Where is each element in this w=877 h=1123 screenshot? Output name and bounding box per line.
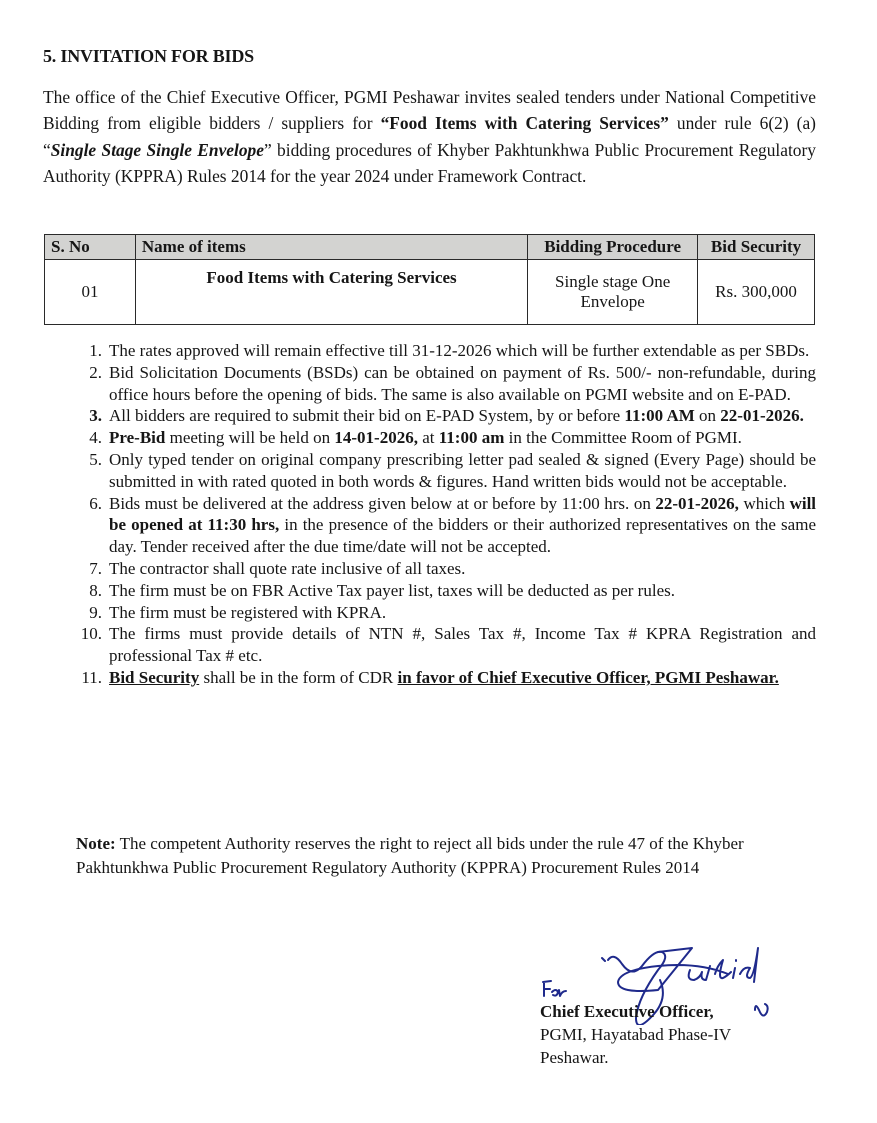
intro-item-name: “Food Items with Catering Services” bbox=[380, 113, 669, 134]
list-item bbox=[72, 493, 816, 558]
delivery-date: 22-01-2026, bbox=[655, 493, 739, 513]
item-text: The firms must provide details of NTN #, Sales Tax #, Income Tax # KPRA Registration and professional Tax # etc. bbox=[109, 624, 816, 666]
item-number: 7. bbox=[89, 558, 102, 578]
terms-list bbox=[72, 340, 816, 689]
item-text: Bid Solicitation Documents (BSDs) can be obtained on payment of Rs. 500/- non-refundable, during office hours before the opening of bids. The same is also available on PGMI website and on E-PAD. bbox=[109, 362, 816, 404]
item-number: 8. bbox=[89, 580, 102, 600]
item-text: The contractor shall quote rate inclusive of all taxes. bbox=[109, 558, 466, 578]
note-paragraph bbox=[76, 832, 816, 879]
intro-procedure: Single Stage Single Envelope bbox=[50, 139, 264, 160]
signature-block bbox=[540, 1000, 731, 1069]
list-item bbox=[72, 558, 816, 580]
item-text: The rates approved will remain effective till 31-12-2026 which will be further extendable as per SBDs. bbox=[109, 341, 810, 360]
item-text: All bidders are required to submit their bid on E-PAD System, by or before bbox=[109, 406, 625, 426]
item-text: meeting will be held on bbox=[165, 428, 335, 448]
item-number: 10. bbox=[80, 624, 102, 644]
signature-for-stroke bbox=[543, 981, 566, 996]
list-item bbox=[72, 362, 816, 406]
opening-time: will be opened at 11:30 hrs, bbox=[109, 493, 817, 535]
header-name: Name of items bbox=[135, 235, 527, 260]
header-procedure: Bidding Procedure bbox=[528, 235, 698, 260]
item-text: on bbox=[694, 406, 721, 426]
item-text: which bbox=[738, 493, 790, 513]
signatory-address-line2: Peshawar. bbox=[540, 1048, 609, 1067]
item-number: 11. bbox=[81, 667, 102, 687]
intro-text-2: under rule 6(2) (a) “ bbox=[43, 113, 816, 160]
list-item bbox=[72, 449, 816, 493]
list-item bbox=[72, 427, 816, 449]
item-number: 5. bbox=[89, 449, 102, 469]
item-number: 4. bbox=[89, 428, 102, 448]
note-label: Note: bbox=[76, 834, 116, 853]
bids-table bbox=[44, 234, 815, 325]
prebid-date: 14-01-2026, bbox=[334, 428, 418, 448]
list-item bbox=[72, 580, 816, 602]
item-text: shall be in the form of CDR bbox=[199, 667, 398, 687]
header-security: Bid Security bbox=[698, 235, 815, 260]
cell-name: Food Items with Catering Services bbox=[135, 260, 527, 325]
list-item bbox=[72, 623, 816, 667]
item-text: in the Committee Room of PGMI. bbox=[504, 428, 742, 448]
signature-z-stroke bbox=[618, 948, 758, 991]
table-header-row bbox=[45, 235, 815, 260]
table-row bbox=[45, 260, 815, 325]
item-number: 1. bbox=[89, 341, 102, 360]
signatory-address-line1: PGMI, Hayatabad Phase-IV bbox=[540, 1025, 732, 1044]
item-number: 6. bbox=[89, 493, 102, 513]
deadline-time: 11:00 AM bbox=[624, 406, 695, 426]
cell-security: Rs. 300,000 bbox=[698, 260, 815, 325]
intro-text-3: ” bidding procedures of Khyber Pakhtunkhwa Public Procurement Regulatory Authority (KPPRA) Rules 2014 for the year 2024 under Framework Contract. bbox=[43, 139, 816, 186]
item-text: at bbox=[417, 428, 439, 448]
item-number: 9. bbox=[89, 602, 102, 622]
item-text: The firm must be on FBR Active Tax payer list, taxes will be deducted as per rules. bbox=[109, 580, 675, 600]
signature-tail-stroke bbox=[755, 1004, 768, 1016]
list-item bbox=[72, 602, 816, 624]
note-text: The competent Authority reserves the right to reject all bids under the rule 47 of the Khyber Pakhtunkhwa Public Procurement Regulatory Authority (KPPRA) Procurement Rules 2014 bbox=[76, 834, 744, 877]
cdr-payee: in favor of Chief Executive Officer, PGMI Peshawar. bbox=[397, 667, 779, 687]
item-number: 3. bbox=[89, 406, 102, 426]
cell-sno: 01 bbox=[45, 260, 136, 325]
signatory-title: Chief Executive Officer, bbox=[540, 1002, 714, 1021]
item-text: Bids must be delivered at the address given below at or before by 11:00 hrs. on bbox=[109, 493, 656, 513]
cell-procedure: Single stage One Envelope bbox=[528, 260, 698, 325]
prebid-label: Pre-Bid bbox=[109, 428, 166, 448]
list-item bbox=[72, 405, 816, 427]
item-number: 2. bbox=[89, 362, 102, 382]
bid-security-label: Bid Security bbox=[109, 667, 200, 687]
item-text: in the presence of the bidders or their authorized representatives on the same day. Tender received after the due time/date will not be accepted. bbox=[109, 515, 816, 557]
prebid-time: 11:00 am bbox=[438, 428, 505, 448]
intro-text-1: The office of the Chief Executive Officer, PGMI Peshawar invites sealed tenders under National Competitive Bidding from eligible bidders / suppliers for bbox=[43, 87, 816, 134]
deadline-date: 22-01-2026. bbox=[720, 406, 804, 426]
header-sno: S. No bbox=[45, 235, 136, 260]
list-item bbox=[72, 340, 816, 362]
section-heading: 5. INVITATION FOR BIDS bbox=[43, 46, 254, 66]
intro-paragraph bbox=[43, 84, 816, 189]
item-text: The firm must be registered with KPRA. bbox=[109, 602, 387, 622]
list-item bbox=[72, 667, 816, 689]
item-text: Only typed tender on original company prescribing letter pad sealed & signed (Every Page) should be submitted in with rated quoted in both words & figures. Hand written bids would not be acceptable. bbox=[109, 449, 816, 491]
